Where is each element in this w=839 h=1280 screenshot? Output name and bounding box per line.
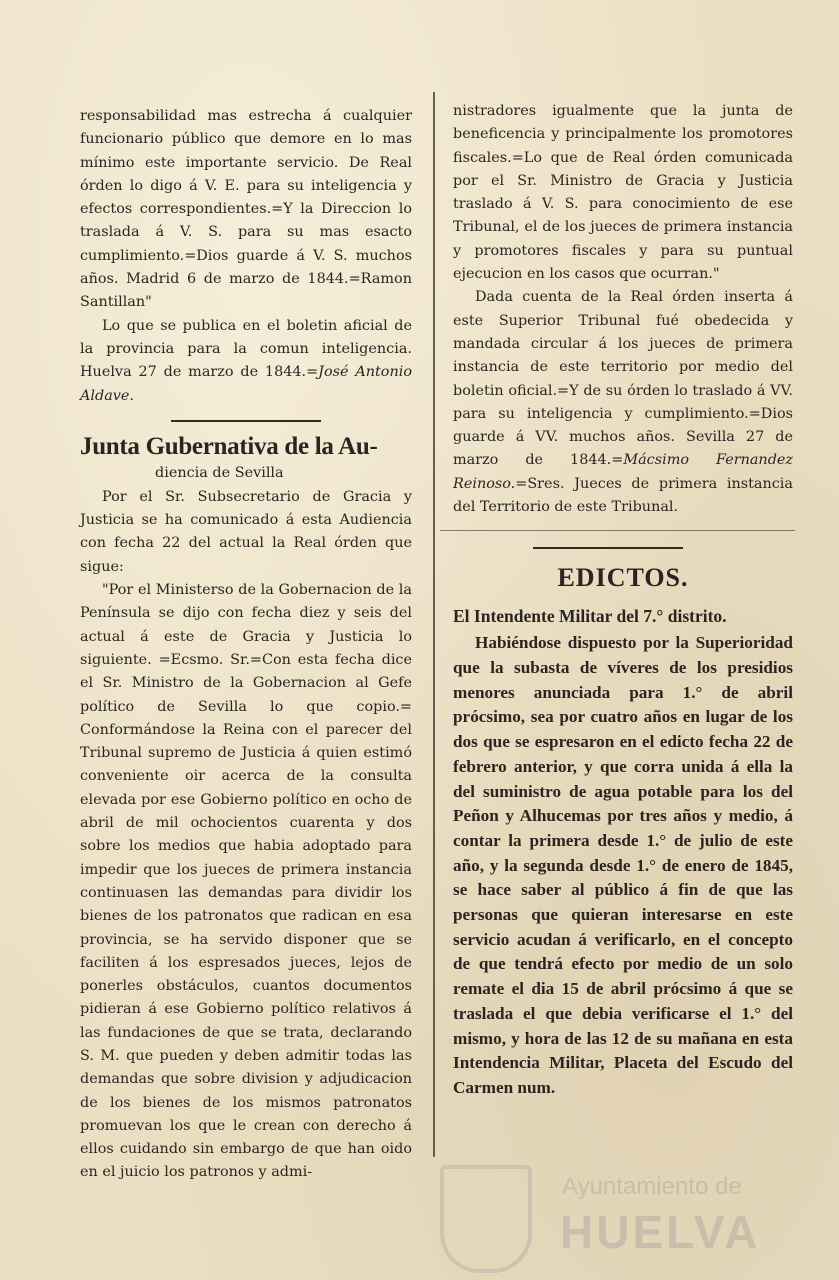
ayuntamiento-watermark	[440, 1155, 770, 1270]
column-divider	[433, 92, 435, 1157]
left-paragraph-2	[80, 315, 412, 408]
signature-reinoso: Mácsimo Fernandez Reinoso.	[453, 452, 794, 492]
left-column	[80, 105, 412, 1185]
right-paragraph-2	[453, 286, 793, 519]
audiencia-notice: Dada cuenta de la Real órden inserta á este Superior Tribunal fué obedecida y mandada circular á los jueces de primera instancia de este territorio por medio del boletin oficial.=Y de su órden lo traslado á VV. para su inteligencia y cumplimiento.=Dios guarde á VV. muchos años. Sevilla 27 de marzo de 1844.=	[453, 289, 793, 469]
section-separator	[171, 420, 321, 422]
edictos-heading: EDICTOS.	[557, 563, 689, 593]
section-subtitle: diencia de Sevilla	[155, 464, 284, 481]
right-column	[453, 100, 793, 1101]
edicto-body: Habiéndose dispuesto por la Superioridad que la subasta de víveres de los presidios menores anunciada para 1.° de abril prócsimo, sea por cuatro años en lugar de los dos que se espresaron en el edicto fecha 22 de febrero anterior, y que corra unida á ella la del suministro de agua potable para los del Peñon y Alhucemas por tres años y medio, á contar la primera desde 1.° de julio de este año, y la segunda desde 1.° de enero de 1845, se hace saber al público á fin de que las personas que quieran interesarse en este servicio acudan á verificarlo, en el concepto de que tendrá efecto por medio de un solo remate el dia 15 de abril prócsimo á que se traslada el que debia verificarse el 1.° del mismo, y hora de las 12 de su mañana en esta Intendencia Militar, Placeta del Escudo del Carmen num.	[453, 633, 793, 1097]
left-paragraph-3: Por el Sr. Subsecretario de Gracia y Justicia se ha comunicado á esta Audiencia con fecha 22 del actual la Real órden que sigue:	[80, 488, 412, 575]
section-title: Junta Gubernativa de la Au-	[80, 432, 378, 460]
watermark-top-text: Ayuntamiento de	[562, 1173, 742, 1200]
edicto-heading: El Intendente Militar del 7.° distrito.	[453, 606, 727, 627]
right-paragraph-1: nistradores igualmente que la junta de beneficencia y principalmente los promotores fiscales.=Lo que de Real órden comunicada por el Sr. Ministro de Gracia y Justicia traslado á V. S. para conocimiento de ese Tribunal, el de los jueces de primera instancia y promotores fiscales y para su puntual ejecucion en los casos que ocurran."	[453, 103, 793, 283]
left-paragraph-4: "Por el Ministerso de la Gobernacion de la Península se dijo con fecha diez y seis del actual á este de Gracia y Justicia lo siguiente. =Ecsmo. Sr.=Con esta fecha dice el Sr. Ministro de la Gobernacion al Gefe político de Sevilla lo que copio.= Conformándose la Reina con el parecer del Tribunal supremo de Justicia á quien estimó conveniente oir acerca de la consulta elevada por ese Gobierno político en ocho de abril de mil ochocientos cuarenta y dos sobre los medios que habia adoptado para impedir que los jueces de primera instancia continuasen las demandas para dividir los bienes de los patronatos que radican en esa provincia, se ha servido disponer que se faciliten á los espresados jueces, lejos de ponerles obstáculos, cuantos documentos pidieran á ese Gobierno político relativos á las fundaciones de que se trata, declarando S. M. que pueden y deben admitir todas las demandas que sobre division y adjudicacion de los bienes de los mismos patronatos promuevan los que le crean con derecho á ellos cuidando sin embargo de que han oido en el juicio los patronos y admi-	[80, 582, 412, 1181]
edictos-rule	[533, 547, 683, 549]
watermark-bottom-text: HUELVA	[560, 1206, 761, 1258]
closing-addressees: =Sres. Jueces de primera instancia del Territorio de este Tribunal.	[453, 475, 793, 516]
left-paragraph-1: responsabilidad mas estrecha á cualquier funcionario público que demore en lo mas mínimo este importante servicio. De Real órden lo digo á V. E. para su inteligencia y efectos correspondientes.=Y la Direccion lo traslada á V. S. para su mas esacto cumplimiento.=Dios guarde á V. S. muchos años. Madrid 6 de marzo de 1844.=Ramon Santillan"	[80, 108, 412, 311]
publication-notice: Lo que se publica en el boletin aficial de la provincia para la comun inteligencia. Huelva 27 de marzo de 1844.=	[80, 317, 412, 381]
signature-aldave: José Antonio Aldave.	[80, 364, 412, 404]
coat-of-arms-icon	[440, 1165, 532, 1273]
